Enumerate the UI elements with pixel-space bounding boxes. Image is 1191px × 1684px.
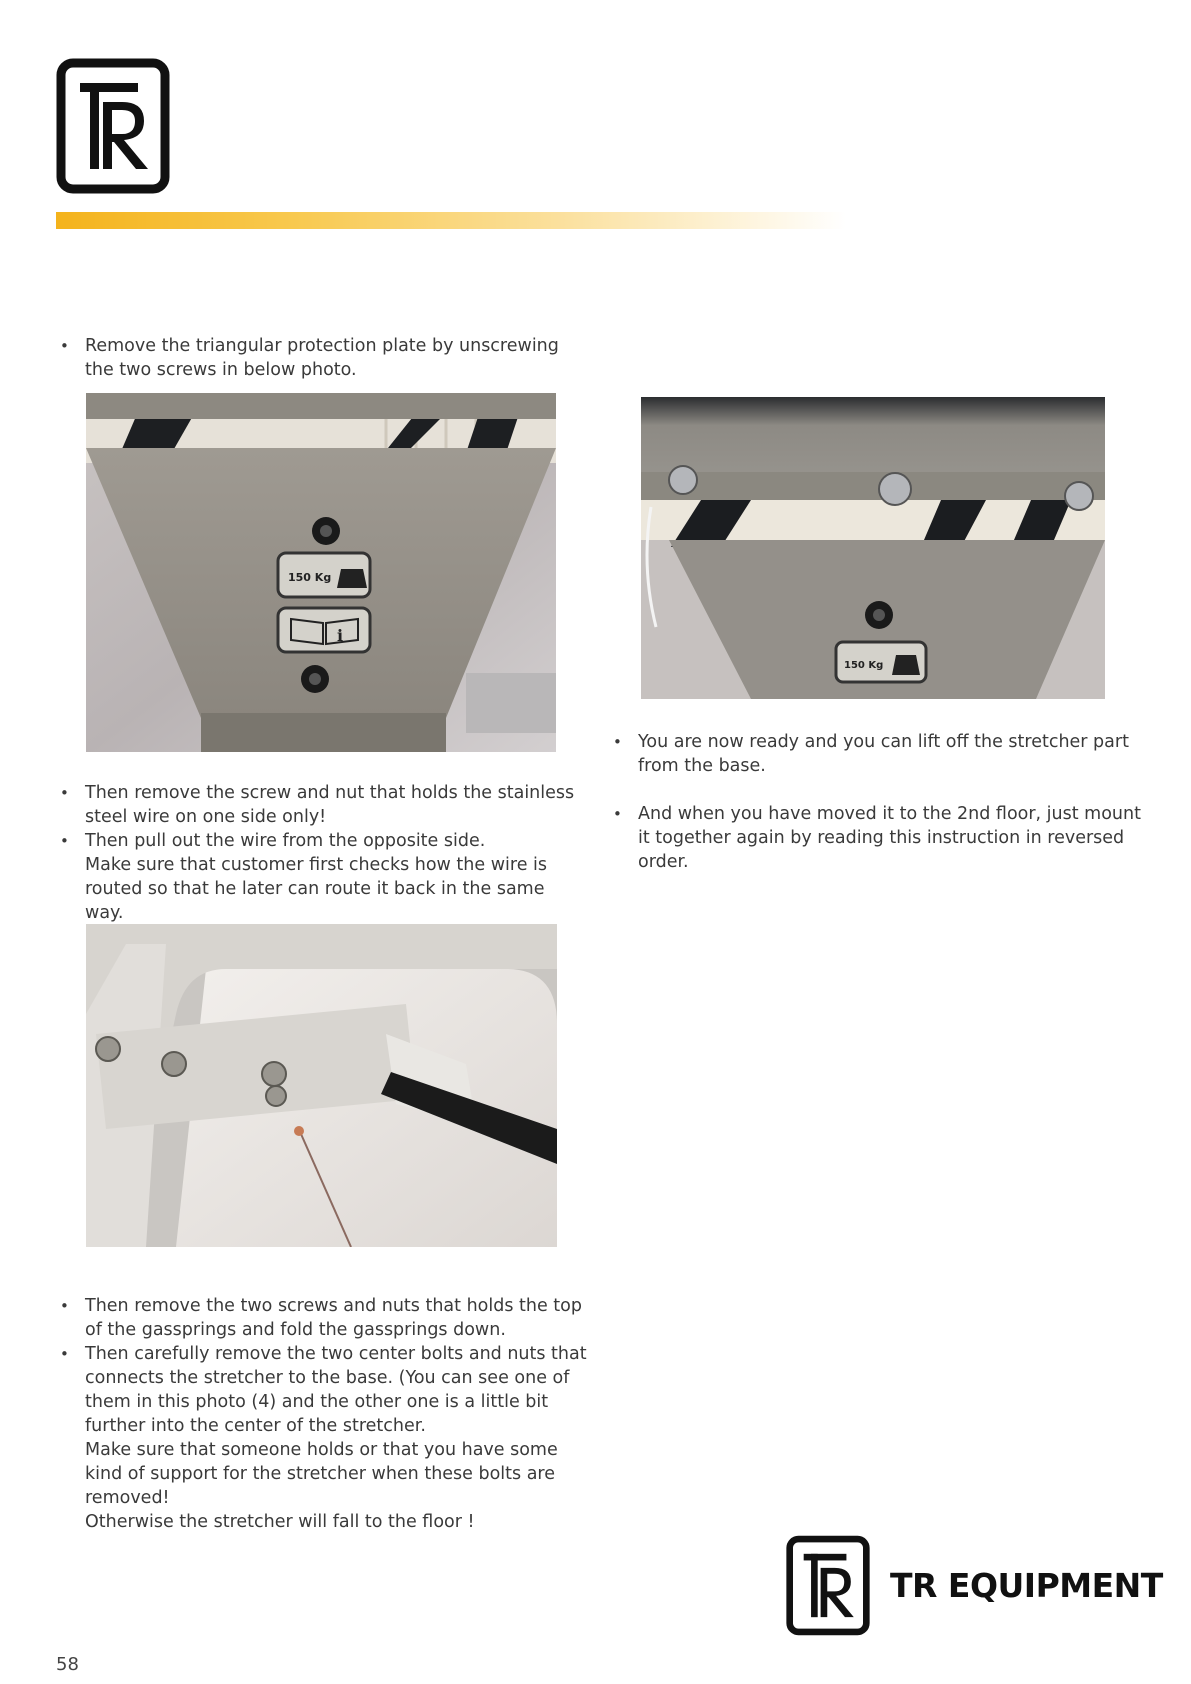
list-item — [60, 334, 580, 382]
list-item — [60, 829, 580, 925]
tr-logo-icon — [786, 1535, 870, 1636]
step-text: You are now ready and you can lift off the stretcher part from the base. — [638, 732, 1129, 776]
weight-label: 150 Kg — [288, 571, 332, 584]
photo-plate-bolts — [641, 397, 1105, 699]
list-item — [60, 781, 580, 829]
step-text: And when you have moved it to the 2nd floor, just mount it together again by reading this instruction in reversed order. — [638, 804, 1141, 872]
step-text: Remove the triangular protection plate by unscrewing the two screws in below photo. — [85, 336, 559, 380]
photo-wire-attachment — [86, 924, 557, 1247]
step-text: • Then carefully remove the two center bolts and nuts that connects the stretcher to the base. (You can see one of them in this photo (4) and the other one is a little bit further into the center of the stretcher. — [85, 1344, 587, 1436]
step-text: Then remove the two screws and nuts that holds the top of the gassprings and fold the gassprings down. — [85, 1296, 582, 1340]
info-label: i — [337, 626, 344, 645]
step-list-3 — [60, 1294, 590, 1534]
list-item — [60, 1294, 590, 1342]
photo-triangular-plate — [86, 393, 556, 752]
step-text: • Then pull out the wire from the opposite side. — [85, 831, 486, 851]
list-item — [613, 802, 1153, 874]
step-note: Make sure that someone holds or that you have some kind of support for the stretcher when these bolts are removed! — [85, 1440, 558, 1508]
step-list-right — [613, 730, 1153, 874]
brand-name: TR EQUIPMENT — [890, 1566, 1163, 1605]
weight-label: 150 Kg — [844, 660, 884, 671]
step-list-2 — [60, 781, 580, 925]
list-item — [613, 730, 1153, 778]
step-warning: Otherwise the stretcher will fall to the floor ! — [85, 1512, 475, 1532]
step-text: Then remove the screw and nut that holds the stainless steel wire on one side only! — [85, 783, 575, 827]
header-gradient-rule — [56, 212, 846, 229]
tr-logo-icon — [56, 58, 170, 194]
step-note: Make sure that customer first checks how the wire is routed so that he later can route it back in the same way. — [85, 855, 548, 923]
list-item — [60, 1342, 590, 1534]
step-list-1 — [60, 334, 580, 382]
page-number: 58 — [56, 1654, 79, 1675]
